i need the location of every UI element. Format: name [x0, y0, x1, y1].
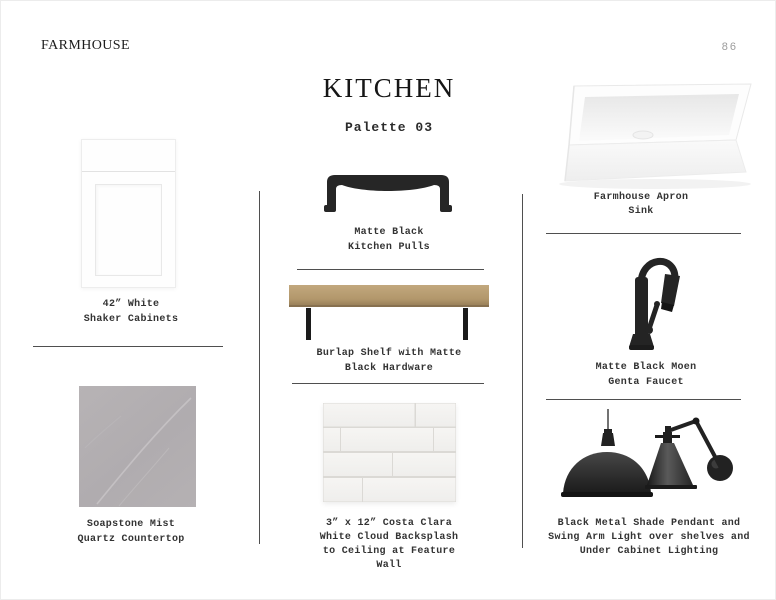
quartz-swatch-image: [79, 386, 196, 507]
shelf-label: Burlap Shelf with Matte Black Hardware: [316, 348, 462, 374]
shelf-bracket-left: [306, 308, 311, 340]
divider-center-horizontal-1: [297, 269, 484, 270]
subway-tile-image: [323, 403, 456, 502]
pulls-label: Matte Black Kitchen Pulls: [348, 227, 430, 253]
shaker-cabinet-image: [81, 139, 176, 288]
page-subtitle: Palette 03: [344, 120, 433, 135]
apron-sink-image: [549, 77, 761, 193]
divider-right-vertical: [522, 194, 523, 548]
burlap-shelf-image: [289, 285, 489, 307]
faucet-image: [599, 244, 703, 356]
page-number: 86: [721, 41, 738, 53]
cabinet-pull-image: [313, 165, 463, 213]
pendant-light-image: [557, 407, 657, 501]
quartz-veining: [79, 386, 196, 507]
divider-right-horizontal-1: [546, 233, 741, 234]
swing-arm-light-image: [643, 411, 739, 499]
subway-tile-pattern: [323, 403, 456, 502]
faucet-label: Matte Black Moen Genta Faucet: [595, 362, 697, 388]
shelf-bracket-right: [463, 308, 468, 340]
divider-left-vertical: [259, 191, 260, 544]
page-title: KITCHEN: [322, 73, 456, 103]
divider-right-horizontal-2: [546, 399, 741, 400]
cabinet-drawer-line: [82, 171, 175, 172]
divider-center-horizontal-2: [292, 383, 484, 384]
backsplash-label: 3” x 12” Costa Clara White Cloud Backsplash to Ceiling at Feature Wall: [319, 518, 459, 571]
cabinets-label: 42” White Shaker Cabinets: [83, 299, 179, 325]
lighting-label: Black Metal Shade Pendant and Swing Arm Light over shelves and Under Cabinet Lighting: [548, 518, 750, 557]
divider-left-horizontal: [33, 346, 223, 347]
brand-title: FARMHOUSE: [41, 38, 130, 53]
sink-label: Farmhouse Apron Sink: [593, 192, 689, 217]
cabinet-door-panel: [95, 184, 162, 276]
countertop-label: Soapstone Mist Quartz Countertop: [77, 519, 185, 545]
